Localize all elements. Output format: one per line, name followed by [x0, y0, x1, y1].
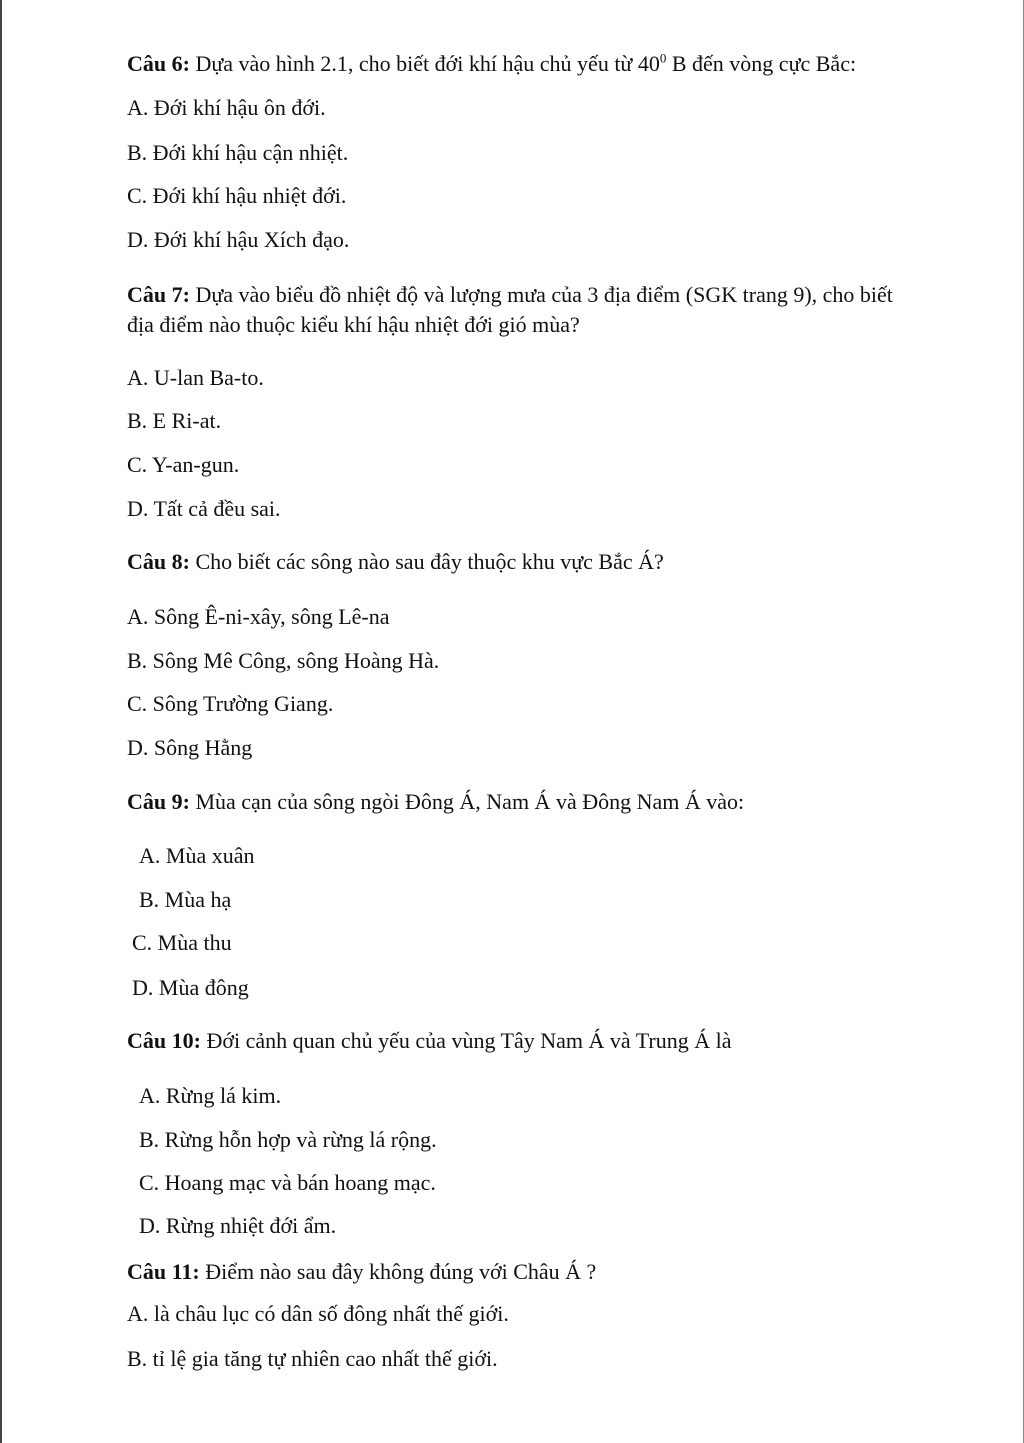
question-7-text: Dựa vào biểu đồ nhiệt độ và lượng mưa của 3 địa điểm (SGK trang 9), cho biết	[189, 282, 893, 307]
question-7-label: Câu 7:	[127, 282, 190, 307]
question-7-option-a: A. U-lan Ba-to.	[127, 365, 264, 390]
question-6-option-b: B. Đới khí hậu cận nhiệt.	[127, 140, 349, 165]
question-9	[127, 788, 744, 816]
question-6-text-after: B đến vòng cực Bắc:	[666, 51, 857, 76]
question-7-text-line2: địa điểm nào thuộc kiểu khí hậu nhiệt đới gió mùa?	[127, 312, 580, 337]
question-9-option-d: D. Mùa đông	[132, 975, 249, 1000]
question-10-label: Câu 10:	[127, 1028, 201, 1053]
question-10-option-a: A. Rừng lá kim.	[139, 1083, 282, 1108]
question-10	[127, 1027, 732, 1055]
question-8-text: Cho biết các sông nào sau đây thuộc khu vực Bắc Á?	[189, 549, 664, 574]
question-6-degree-sup: 0	[659, 50, 667, 66]
question-10-option-c: C. Hoang mạc và bán hoang mạc.	[139, 1170, 436, 1195]
question-9-label: Câu 9:	[127, 789, 190, 814]
question-9-option-a: A. Mùa xuân	[139, 843, 255, 868]
question-10-option-b: B. Rừng hỗn hợp và rừng lá rộng.	[139, 1127, 437, 1152]
question-7-option-b: B. E Ri-at.	[127, 408, 222, 433]
question-8	[127, 548, 664, 576]
question-9-text: Mùa cạn của sông ngòi Đông Á, Nam Á và Đông Nam Á vào:	[189, 789, 745, 814]
question-11-option-a: A. là châu lục có dân số đông nhất thế giới.	[127, 1301, 509, 1326]
question-7-option-d: D. Tất cả đều sai.	[127, 496, 281, 521]
page-left-edge	[0, 0, 2, 1443]
question-6-option-a: A. Đới khí hậu ôn đới.	[127, 95, 326, 120]
question-8-option-a: A. Sông Ê-ni-xây, sông Lê-na	[127, 604, 390, 629]
question-6-text-before: Dựa vào hình 2.1, cho biết đới khí hậu chủ yếu từ 40	[189, 51, 660, 76]
question-8-label: Câu 8:	[127, 549, 190, 574]
question-8-option-b: B. Sông Mê Công, sông Hoàng Hà.	[127, 648, 440, 673]
question-8-option-d: D. Sông Hằng	[127, 735, 253, 760]
question-7	[127, 281, 893, 309]
question-6	[127, 50, 856, 78]
question-6-option-c: C. Đới khí hậu nhiệt đới.	[127, 183, 347, 208]
question-8-option-c: C. Sông Trường Giang.	[127, 691, 334, 716]
question-11-option-b: B. tỉ lệ gia tăng tự nhiên cao nhất thế giới.	[127, 1346, 498, 1371]
question-7-option-c: C. Y-an-gun.	[127, 452, 240, 477]
question-6-label: Câu 6:	[127, 51, 190, 76]
question-9-option-b: B. Mùa hạ	[139, 887, 232, 912]
question-9-option-c: C. Mùa thu	[132, 930, 232, 955]
question-10-text: Đới cảnh quan chủ yếu của vùng Tây Nam Á và Trung Á là	[200, 1028, 732, 1053]
question-10-option-d: D. Rừng nhiệt đới ẩm.	[139, 1213, 337, 1238]
question-11-label: Câu 11:	[127, 1259, 200, 1284]
question-6-option-d: D. Đới khí hậu Xích đạo.	[127, 227, 350, 252]
question-11-text: Điểm nào sau đây không đúng với Châu Á ?	[199, 1259, 597, 1284]
question-11	[127, 1258, 596, 1286]
